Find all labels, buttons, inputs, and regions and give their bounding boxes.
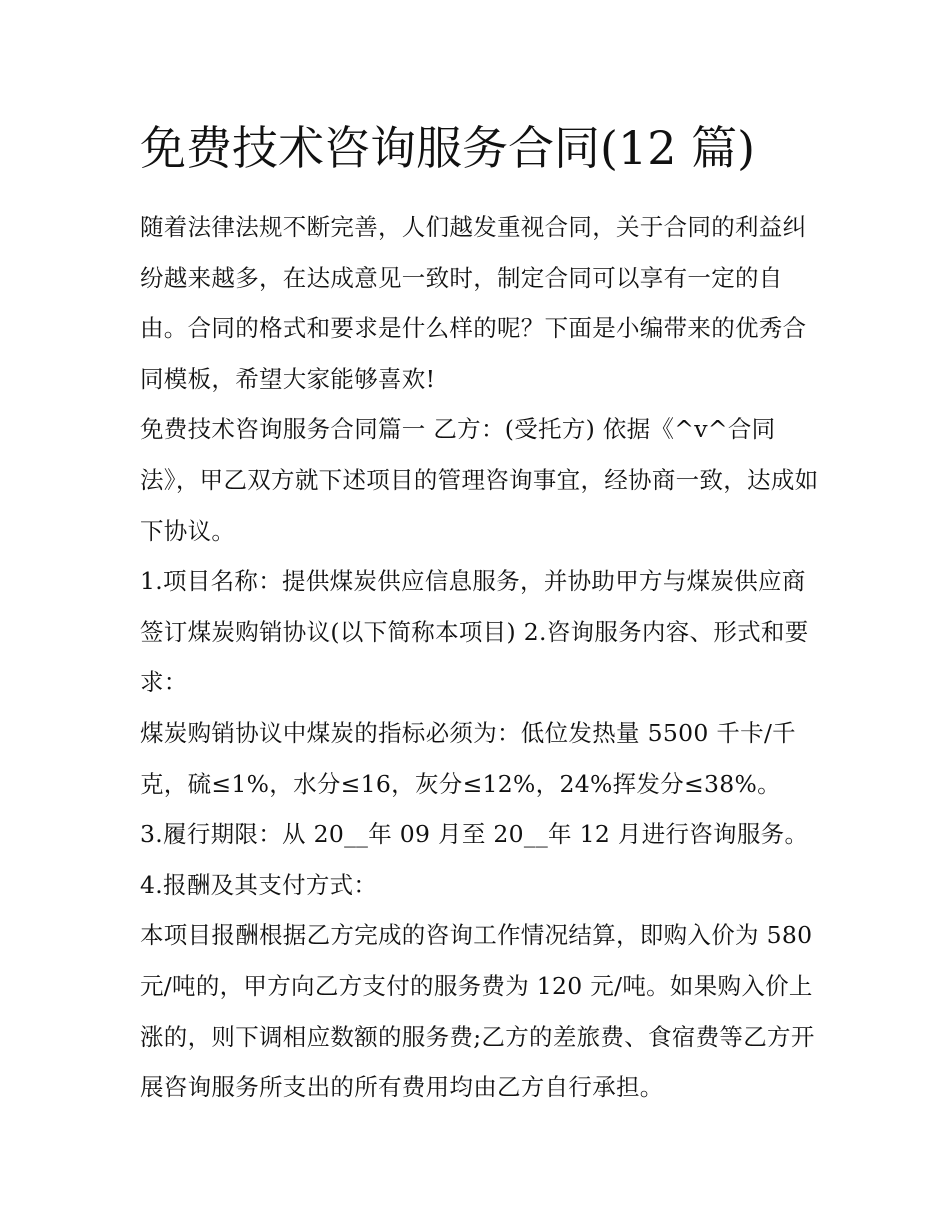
paragraph-coal-specs: 煤炭购销协议中煤炭的指标必须为：低位发热量 5500 千卡/千克，硫≤1%，水分≤16，灰分≤12%，24%挥发分≤38%。: [140, 718, 796, 798]
document-title: 免费技术咨询服务合同(12 篇): [140, 121, 756, 175]
paragraph-intro: 随着法律法规不断完善，人们越发重视合同，关于合同的利益纠纷越来越多，在达成意见一致时，制定合同可以享有一定的自由。合同的格式和要求是什么样的呢？下面是小编带来的优秀合同模板，希望大家能够喜欢!: [140, 213, 807, 393]
paragraph-project-name: 1.项目名称：提供煤炭供应信息服务，并协助甲方与煤炭供应商签订煤炭购销协议(以下简称本项目) 2.咨询服务内容、形式和要求：: [140, 567, 809, 697]
document-body: [140, 108, 820, 1113]
paragraph-term: 3.履行期限：从 20__年 09 月至 20__年 12 月进行咨询服务。 4.报酬及其支付方式：: [140, 820, 809, 899]
paragraph-remuneration: 本项目报酬根据乙方完成的咨询工作情况结算，即购入价为 580 元/吨的，甲方向乙方支付的服务费为 120 元/吨。如果购入价上涨的，则下调相应数额的服务费;乙方的差旅费、食宿费等乙方开展咨询服务所支出的所有费用均由乙方自行承担。: [140, 921, 815, 1102]
paragraph-contract-preamble: 免费技术咨询服务合同篇一 乙方：(受托方) 依据《^v^合同法》，甲乙双方就下述项目的管理咨询事宜，经协商一致，达成如下协议。: [140, 415, 819, 545]
